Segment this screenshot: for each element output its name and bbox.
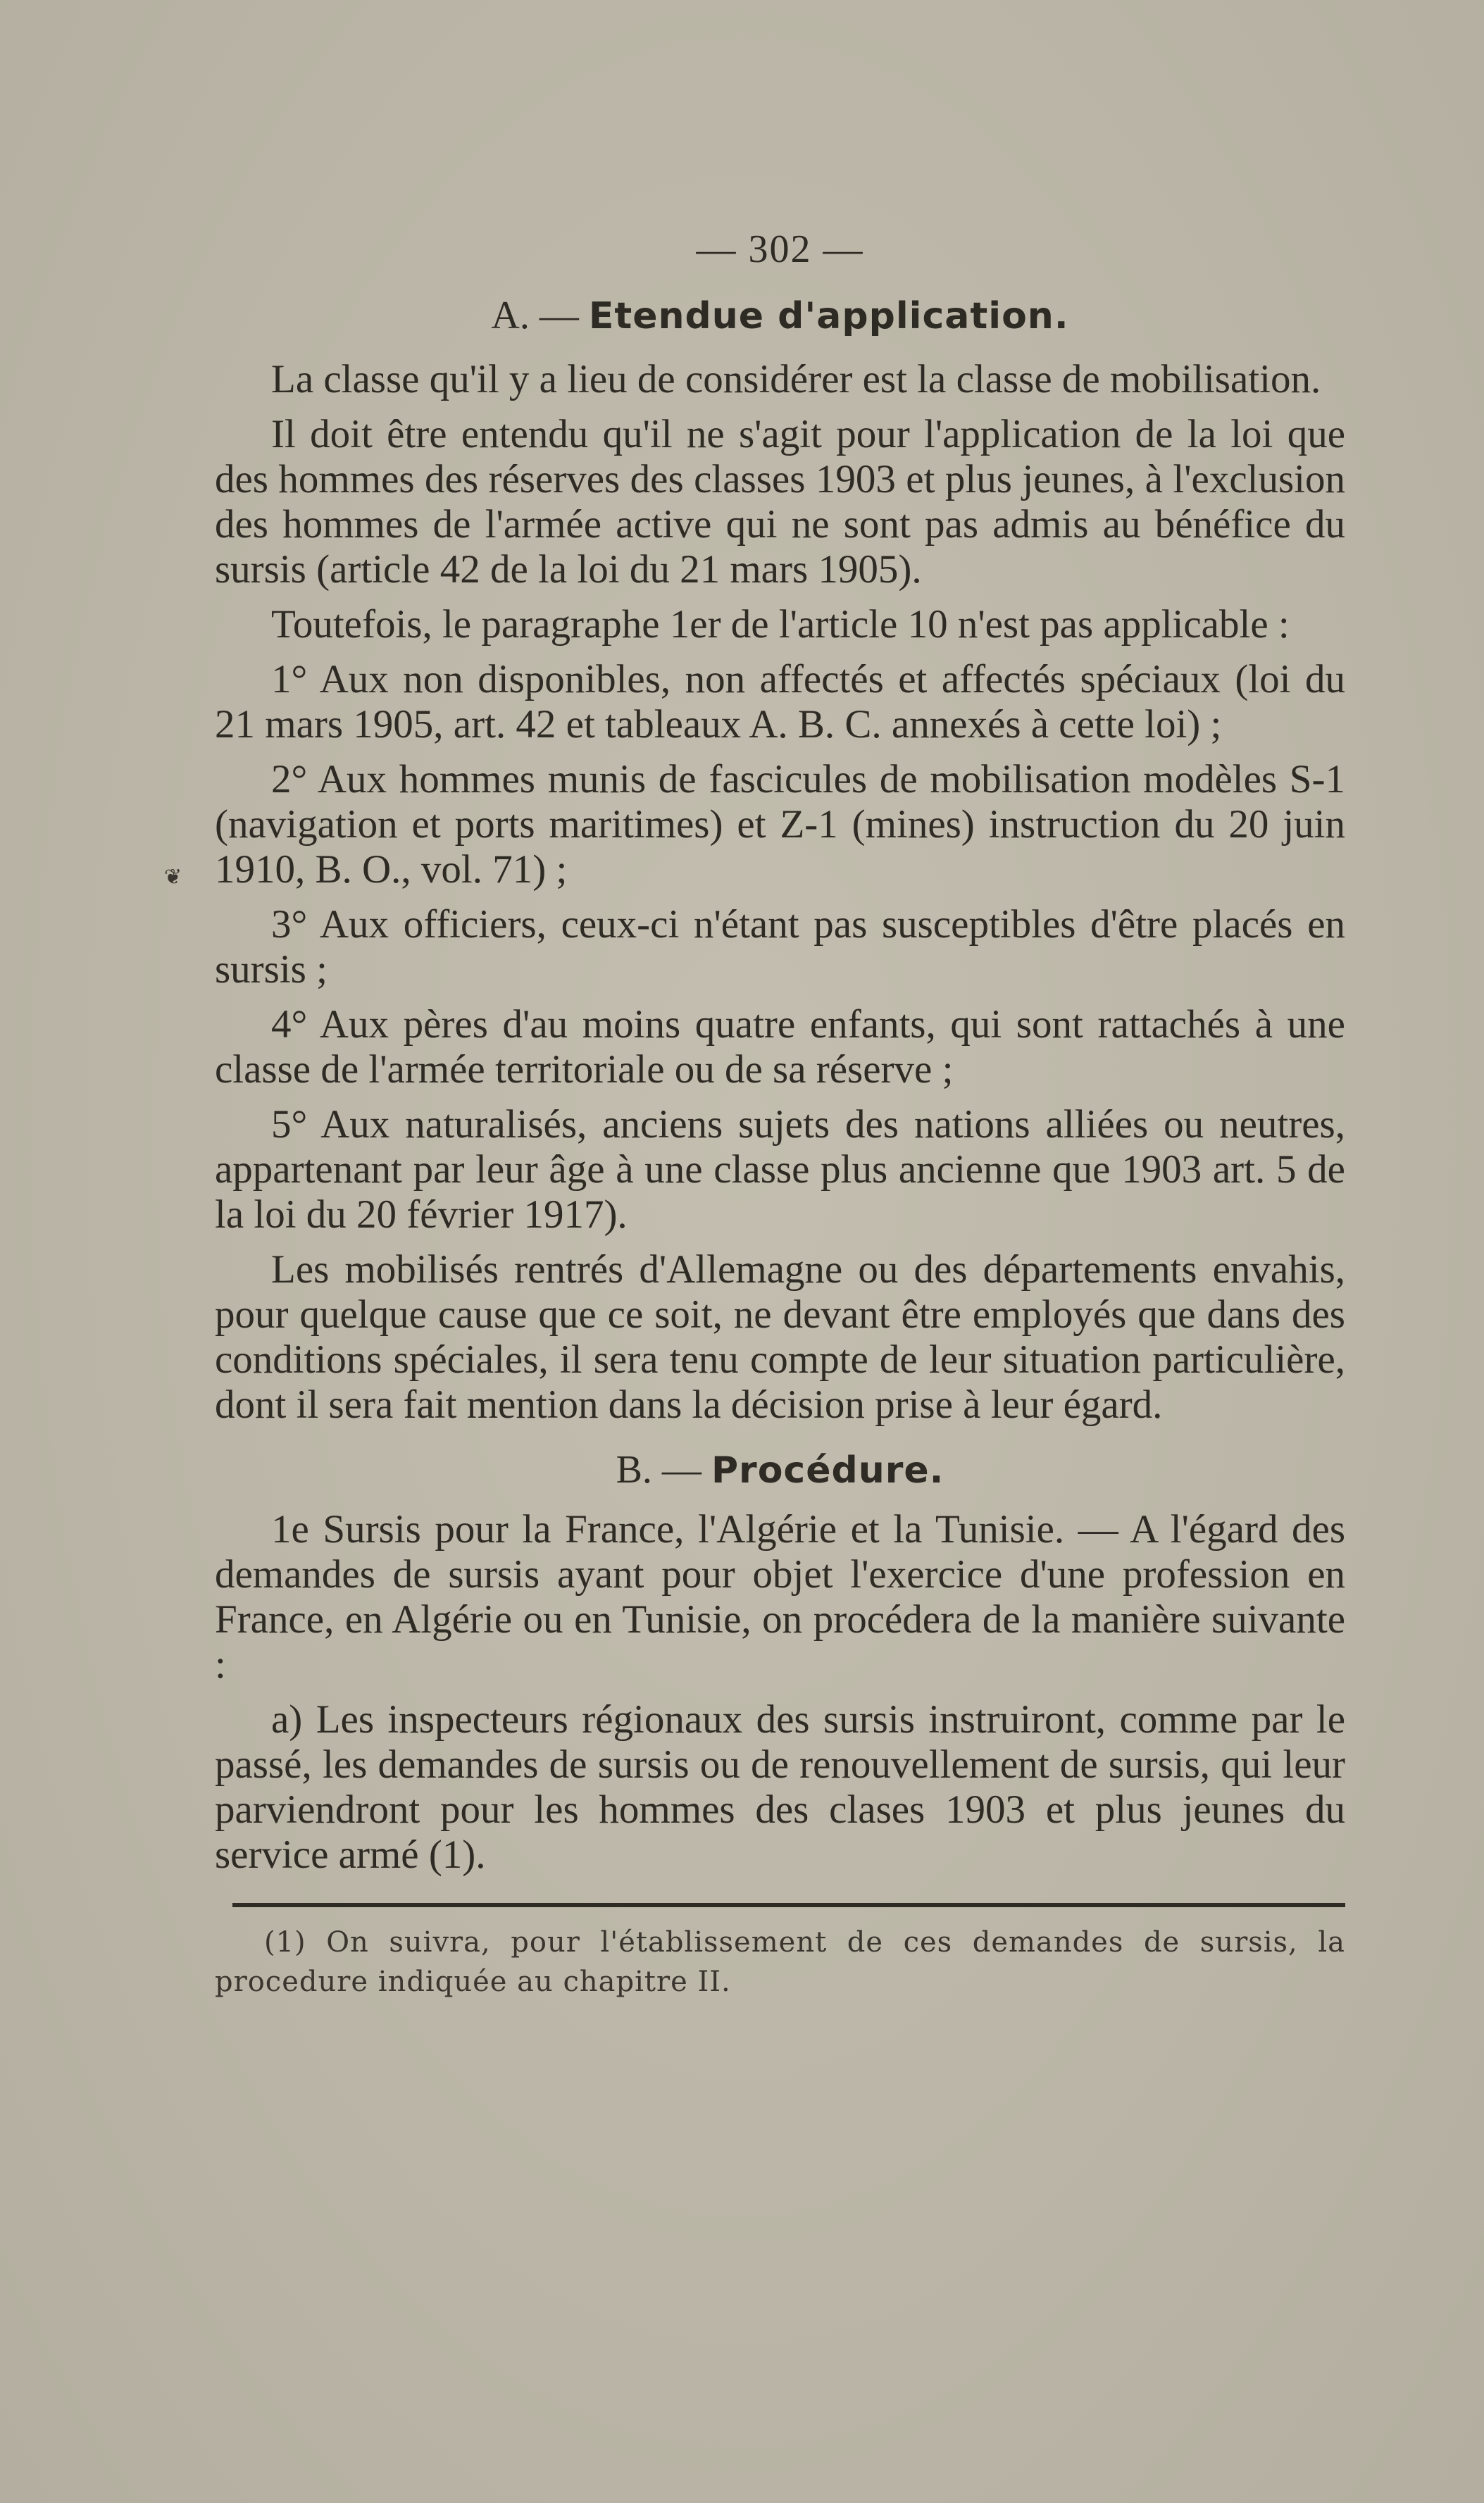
list-item: 4° Aux pères d'au moins quatre enfants, qui sont rattachés à une classe de l'armée territoriale ou de sa réserve ; bbox=[215, 1002, 1345, 1092]
section-a-heading bbox=[215, 293, 1345, 339]
paragraph-entendu: Il doit être entendu qu'il ne s'agit pour l'application de la loi que des hommes des réserves des classes 1903 et plus jeunes, à l'exclusion des hommes de l'armée active qui ne sont pas admis au bénéfice du sursis (article 42 de la loi du 21 mars 1905). bbox=[215, 412, 1345, 592]
section-b-title: Procédure. bbox=[711, 1449, 944, 1492]
section-a-title: Etendue d'application. bbox=[588, 295, 1069, 337]
list-item: 5° Aux naturalisés, anciens sujets des nations alliées ou neutres, appartenant par leur âge à une classe plus ancienne que 1903 art. 5 de la loi du 20 février 1917). bbox=[215, 1102, 1345, 1237]
paragraph-inspecteurs: a) Les inspecteurs régionaux des sursis instruiront, comme par le passé, les demandes de sursis ou de renouvellement de sursis, qui leur parviendront pour les hommes des clases 1903 et plus jeunes du service armé (1). bbox=[215, 1697, 1345, 1877]
page-text bbox=[215, 227, 1345, 2011]
list-item: 2° Aux hommes munis de fascicules de mobilisation modèles S-1 (navigation et ports maritimes) et Z-1 (mines) instruction du 20 juin 1910, B. O., vol. 71) ; bbox=[215, 757, 1345, 892]
paragraph-sursis-france: 1e Sursis pour la France, l'Algérie et la Tunisie. — A l'égard des demandes de sursis ayant pour objet l'exercice d'une profession en France, en Algérie ou en Tunisie, on procédera de la manière suivante : bbox=[215, 1507, 1345, 1687]
paragraph-toutefois: Toutefois, le paragraphe 1er de l'article 10 n'est pas applicable : bbox=[271, 602, 1290, 647]
section-b-letter: B. — bbox=[616, 1448, 702, 1492]
section-a-letter: A. — bbox=[491, 294, 579, 337]
footnote-rule bbox=[232, 1903, 1345, 1907]
list-item: 3° Aux officiers, ceux-ci n'étant pas susceptibles d'être placés en sursis ; bbox=[215, 902, 1345, 992]
paragraph-mobilises: Les mobilisés rentrés d'Allemagne ou des départements envahis, pour quelque cause que ce soit, ne devant être employés que dans des conditions spéciales, il sera tenu compte de leur situation particulière, dont il sera fait mention dans la décision prise à leur égard. bbox=[215, 1247, 1345, 1427]
page-number: — 302 — bbox=[696, 227, 864, 271]
footnote: (1) On suivra, pour l'établissement de ces demandes de sursis, la procedure indiquée au chapitre II. bbox=[215, 1926, 1345, 1998]
paragraph-classe: La classe qu'il y a lieu de considérer est la classe de mobilisation. bbox=[271, 357, 1321, 401]
margin-mark: ❦ bbox=[164, 865, 182, 890]
section-b-heading bbox=[215, 1447, 1345, 1493]
list-item: 1° Aux non disponibles, non affectés et affectés spéciaux (loi du 21 mars 1905, art. 42 et tableaux A. B. C. annexés à cette loi) ; bbox=[215, 657, 1345, 747]
